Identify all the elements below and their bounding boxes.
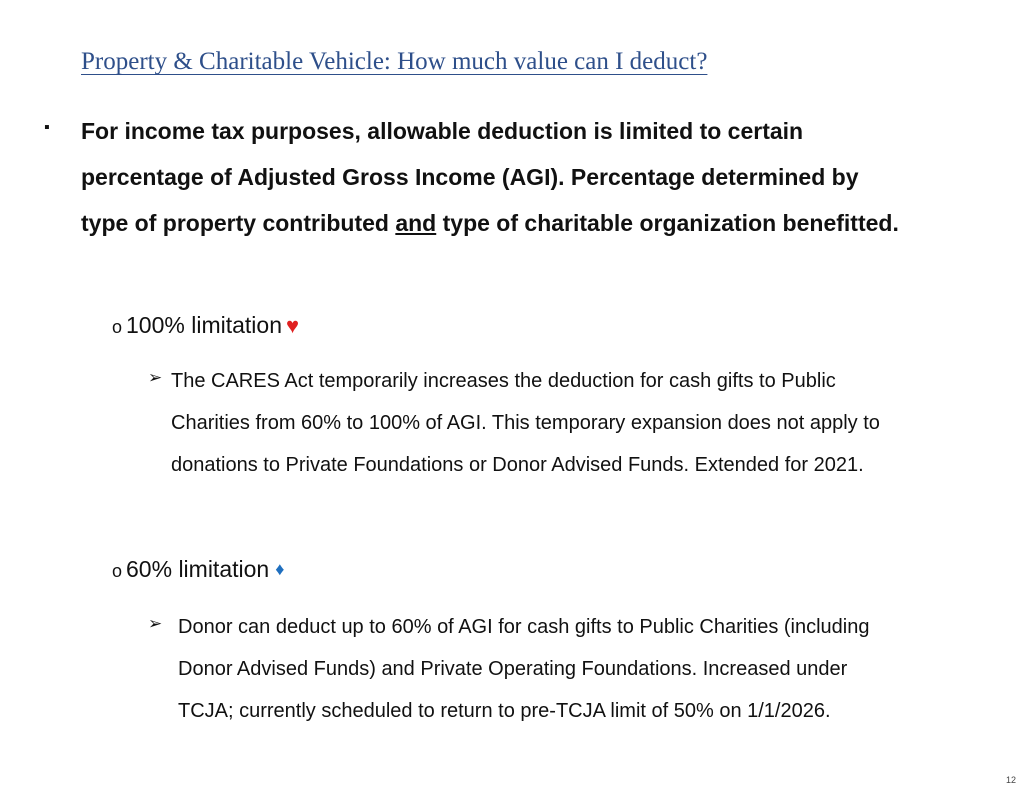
arrow-bullet-icon: ➢ — [148, 614, 163, 633]
paragraph-line: The CARES Act temporarily increases the deduction for cash gifts to Public — [171, 370, 836, 392]
donor-deduction-paragraph — [178, 606, 869, 732]
page-number: 12 — [1005, 775, 1016, 785]
main-bullet-line-start: type of property contributed — [81, 210, 396, 236]
underlined-and: and — [395, 210, 437, 236]
circle-bullet-icon: o — [112, 561, 123, 581]
limitation-label: 100% limitation — [126, 312, 282, 338]
arrow-bullet-icon: ➢ — [148, 368, 163, 387]
diamond-icon: ♦ — [275, 559, 285, 579]
main-bullet-line-end: type of charitable organization benefitted. — [436, 210, 899, 236]
main-bullet-line: percentage of Adjusted Gross Income (AGI). Percentage determined by — [81, 164, 859, 190]
limitation-60-heading — [112, 556, 284, 583]
limitation-100-heading — [112, 312, 299, 339]
slide-title: Property & Charitable Vehicle: How much value can I deduct? — [81, 48, 708, 75]
paragraph-line: Donor can deduct up to 60% of AGI for cash gifts to Public Charities (including — [178, 616, 870, 638]
paragraph-line: TCJA; currently scheduled to return to pre-TCJA limit of 50% on 1/1/2026. — [178, 700, 831, 722]
heart-icon: ♥ — [285, 313, 300, 338]
cares-act-paragraph — [171, 360, 880, 486]
paragraph-line: donations to Private Foundations or Donor Advised Funds. Extended for 2021. — [171, 454, 864, 476]
paragraph-line: Donor Advised Funds) and Private Operating Foundations. Increased under — [178, 658, 848, 680]
circle-bullet-icon: o — [112, 317, 123, 337]
main-bullet-line: For income tax purposes, allowable deduction is limited to certain — [81, 118, 804, 144]
square-bullet-icon: ▪ — [44, 119, 50, 136]
main-bullet-line — [81, 200, 1016, 246]
main-bullet-text — [81, 108, 1016, 246]
limitation-label: 60% limitation — [126, 556, 270, 582]
paragraph-line: Charities from 60% to 100% of AGI. This temporary expansion does not apply to — [171, 412, 880, 434]
